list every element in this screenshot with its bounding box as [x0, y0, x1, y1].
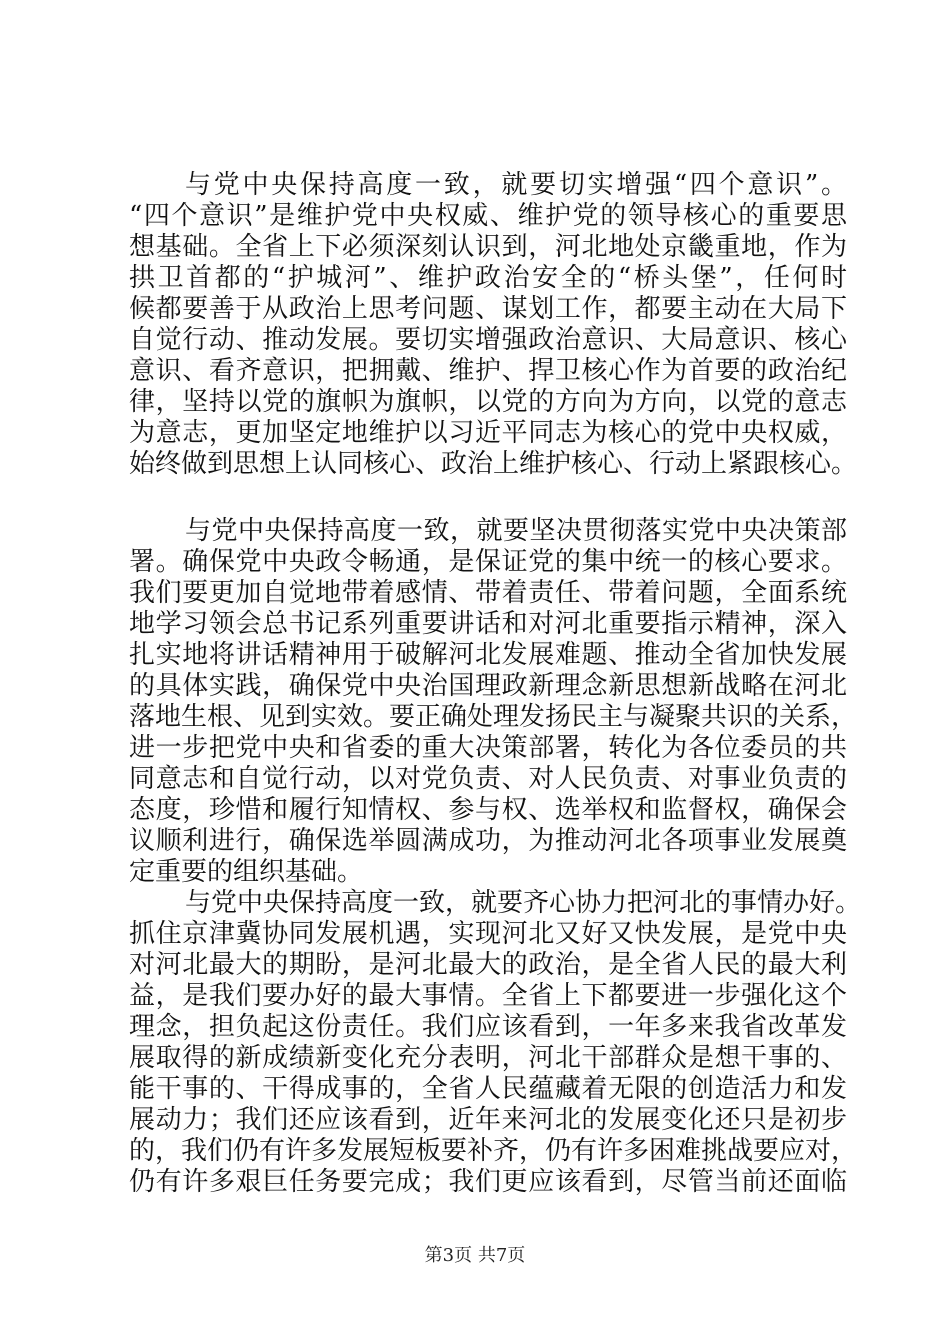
text-line: 益，是我们要办好的最大事情。全省上下都要进一步强化这个 — [129, 981, 847, 1011]
text-line: 始终做到思想上认同核心、政治上维护核心、行动上紧跟核心。 — [129, 449, 858, 479]
text-line: 定重要的组织基础。 — [129, 857, 364, 887]
text-line: 拱卫首都的“护城河”、维护政治安全的“桥头堡”，任何时 — [129, 263, 847, 293]
text-line: 自觉行动、推动发展。要切实增强政治意识、大局意识、核心 — [129, 325, 847, 355]
text-line: 与党中央保持高度一致，就要坚决贯彻落实党中央决策部 — [185, 516, 847, 546]
document-body — [129, 170, 862, 1198]
text-line: 我们要更加自觉地带着感情、带着责任、带着问题，全面系统 — [129, 578, 847, 608]
paragraph — [129, 170, 858, 480]
text-line: 落地生根、见到实效。要正确处理发扬民主与凝聚共识的关系， — [129, 702, 858, 732]
page-number-footer: 第3页 共7页 — [424, 1245, 526, 1266]
text-line: 态度，珍惜和履行知情权、参与权、选举权和监督权，确保会 — [129, 795, 847, 825]
text-line: 议顺利进行，确保选举圆满成功，为推动河北各项事业发展奠 — [129, 826, 847, 856]
text-line: “四个意识”是维护党中央权威、维护党的领导核心的重要思 — [129, 201, 847, 231]
paragraph-gap — [129, 480, 847, 516]
text-line: 地学习领会总书记系列重要讲话和对河北重要指示精神，深入 — [129, 609, 847, 639]
paragraph — [129, 888, 862, 1198]
text-line: 的，我们仍有许多发展短板要补齐，仍有许多困难挑战要应对， — [129, 1136, 858, 1166]
text-line: 理念，担负起这份责任。我们应该看到，一年多来我省改革发 — [129, 1012, 847, 1042]
text-line: 候都要善于从政治上思考问题、谋划工作，都要主动在大局下 — [129, 294, 847, 324]
text-line: 署。确保党中央政令畅通，是保证党的集中统一的核心要求。 — [129, 547, 847, 577]
text-line: 仍有许多艰巨任务要完成；我们更应该看到，尽管当前还面临 — [129, 1167, 847, 1197]
text-line: 对河北最大的期盼，是河北最大的政治，是全省人民的最大利 — [129, 950, 847, 980]
text-line: 展取得的新成绩新变化充分表明，河北干部群众是想干事的、 — [129, 1043, 847, 1073]
text-line: 意识、看齐意识，把拥戴、维护、捍卫核心作为首要的政治纪 — [129, 356, 847, 386]
text-line: 的具体实践，确保党中央治国理政新理念新思想新战略在河北 — [129, 671, 847, 701]
text-line: 进一步把党中央和省委的重大决策部署，转化为各位委员的共 — [129, 733, 847, 763]
text-line: 律，坚持以党的旗帜为旗帜，以党的方向为方向，以党的意志 — [129, 387, 847, 417]
paragraph — [129, 516, 858, 888]
text-line: 同意志和自觉行动，以对党负责、对人民负责、对事业负责的 — [129, 764, 847, 794]
text-line: 与党中央保持高度一致，就要切实增强“四个意识”。 — [185, 170, 847, 200]
text-line: 扎实地将讲话精神用于破解河北发展难题、推动全省加快发展 — [129, 640, 847, 670]
text-line: 展动力；我们还应该看到，近年来河北的发展变化还只是初步 — [129, 1105, 847, 1135]
text-line: 与党中央保持高度一致，就要齐心协力把河北的事情办好。 — [185, 888, 862, 918]
text-line: 为意志，更加坚定地维护以习近平同志为核心的党中央权威， — [129, 418, 847, 448]
text-line: 能干事的、干得成事的，全省人民蕴藏着无限的创造活力和发 — [129, 1074, 847, 1104]
text-line: 想基础。全省上下必须深刻认识到，河北地处京畿重地，作为 — [129, 232, 847, 262]
text-line: 抓住京津冀协同发展机遇，实现河北又好又快发展，是党中央 — [129, 919, 847, 949]
